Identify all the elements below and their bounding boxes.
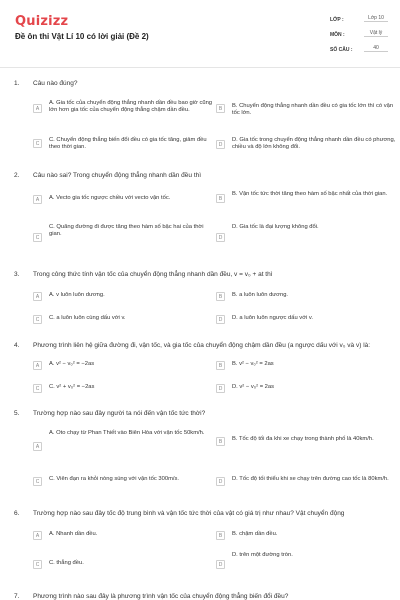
option-box[interactable]: D — [216, 233, 225, 242]
count-label: SỐ CÂU : — [330, 47, 353, 53]
option-text: D. Gia tốc trong chuyển động thẳng nhanh dần đều có phương, chiều và độ lớn không đổi. — [232, 137, 396, 151]
option-text: C. v² + v₀² = −2as — [49, 384, 95, 390]
question-text: Phương trình liên hệ giữa đường đi, vận tốc, và gia tốc của chuyển động chậm dần đều (a ngược dấu với v₀ và v) là: — [33, 342, 371, 349]
option-box[interactable]: D — [216, 477, 225, 486]
quizizz-logo: Quizizz — [15, 14, 69, 29]
option-box[interactable]: C — [33, 315, 42, 324]
option-text: B. Vận tốc tức thời tăng theo hàm số bậc nhất của thời gian. — [232, 191, 388, 197]
option-box[interactable]: B — [216, 292, 225, 301]
question-text: Phương trình nào sau đây là phương trình vận tốc của chuyển động thẳng biến đổi đều? — [33, 593, 289, 600]
option-text: C. Viên đạn ra khỏi nòng súng với vận tốc 300m/s. — [49, 476, 180, 482]
option-text: D. Gia tốc là đại lượng không đổi. — [232, 224, 319, 230]
option-text: D. a luôn luôn ngược dấu với v. — [232, 315, 313, 321]
option-text: C. Quãng đường đi được tăng theo hàm số bậc hai của thời gian. — [49, 224, 204, 238]
option-text: A. Gia tốc của chuyển động thẳng nhanh dần đều bao giờ cũng lớn hơn gia tốc của chuyển động thẳng chậm dần đều. — [49, 100, 213, 114]
option-text: B. a luôn luôn dương. — [232, 292, 289, 298]
worksheet-header — [0, 0, 400, 68]
option-text: C. a luôn luôn cùng dấu với v. — [49, 315, 126, 321]
option-box[interactable]: B — [216, 437, 225, 446]
question-text: Trường hợp nào sau đây tốc độ trung bình và vận tốc tức thời của vật có giá trị như nhau? Vật chuyển động — [33, 510, 345, 517]
option-text: B. Tốc độ tối đa khi xe chạy trong thành phố là 40km/h. — [232, 436, 374, 442]
question-text: Câu nào đúng? — [33, 80, 78, 87]
option-text: D. v² − v₀² = 2as — [232, 384, 275, 390]
option-box[interactable]: C — [33, 139, 42, 148]
option-text: A. v luôn luôn dương. — [49, 292, 105, 298]
option-box[interactable]: C — [33, 560, 42, 569]
subject-label: MÔN : — [330, 32, 345, 38]
option-text: B. Chuyển động thẳng nhanh dần đều có gia tốc lớn thì có vận tốc lớn. — [232, 103, 394, 117]
question-number: 4. — [14, 342, 20, 349]
question-text: Trường hợp nào sau đây người ta nói đến vận tốc tức thời? — [33, 410, 206, 417]
question-number: 2. — [14, 172, 20, 179]
option-box[interactable]: B — [216, 531, 225, 540]
option-box[interactable]: A — [33, 531, 42, 540]
option-box[interactable]: C — [33, 384, 42, 393]
option-text: A. Nhanh dần đều. — [49, 531, 98, 537]
option-text: B. v² − v₀² = 2as — [232, 361, 274, 367]
option-box[interactable]: A — [33, 195, 42, 204]
option-text: C. Chuyển động thẳng biến đổi đều có gia tốc tăng, giảm đều theo thời gian. — [49, 137, 207, 151]
question-text: Trong công thức tính vận tốc của chuyển động thẳng nhanh dần đều, v = v₀ + at thì — [33, 271, 273, 278]
question-number: 7. — [14, 593, 20, 600]
option-box[interactable]: A — [33, 292, 42, 301]
option-text: A. v² − v₀² = −2as — [49, 361, 95, 367]
class-value: Lớp 10 — [364, 14, 388, 22]
option-box[interactable]: B — [216, 194, 225, 203]
option-box[interactable]: C — [33, 477, 42, 486]
question-number: 6. — [14, 510, 20, 517]
option-box[interactable]: D — [216, 560, 225, 569]
option-box[interactable]: C — [33, 233, 42, 242]
option-box[interactable]: A — [33, 104, 42, 113]
option-box[interactable]: B — [216, 361, 225, 370]
option-text: A. Oto chạy từ Phan Thiết vào Biên Hòa với vận tốc 50km/h. — [49, 430, 205, 436]
option-text: B. chậm dần đều. — [232, 531, 278, 537]
count-value: 40 — [364, 44, 388, 52]
option-box[interactable]: B — [216, 104, 225, 113]
option-text: A. Vecto gia tốc ngược chiều với vecto vận tốc. — [49, 195, 171, 201]
header-divider — [0, 67, 400, 68]
option-box[interactable]: D — [216, 384, 225, 393]
question-number: 5. — [14, 410, 20, 417]
question-number: 1. — [14, 80, 20, 87]
option-text: D. trên một đường tròn. — [232, 552, 293, 558]
option-text: D. Tốc độ tối thiểu khi xe chạy trên đường cao tốc là 80km/h. — [232, 476, 389, 482]
option-box[interactable]: A — [33, 442, 42, 451]
option-box[interactable]: D — [216, 315, 225, 324]
option-box[interactable]: D — [216, 140, 225, 149]
option-box[interactable]: A — [33, 361, 42, 370]
question-number: 3. — [14, 271, 20, 278]
option-text: C. thẳng đều. — [49, 560, 84, 566]
page-title: Đề ôn thi Vật Lí 10 có lời giải (Đề 2) — [15, 32, 149, 41]
question-text: Câu nào sai? Trong chuyển động thẳng nhanh dần đều thì — [33, 172, 202, 179]
class-label: LỚP : — [330, 17, 344, 23]
subject-value: Vật lý — [364, 29, 388, 37]
